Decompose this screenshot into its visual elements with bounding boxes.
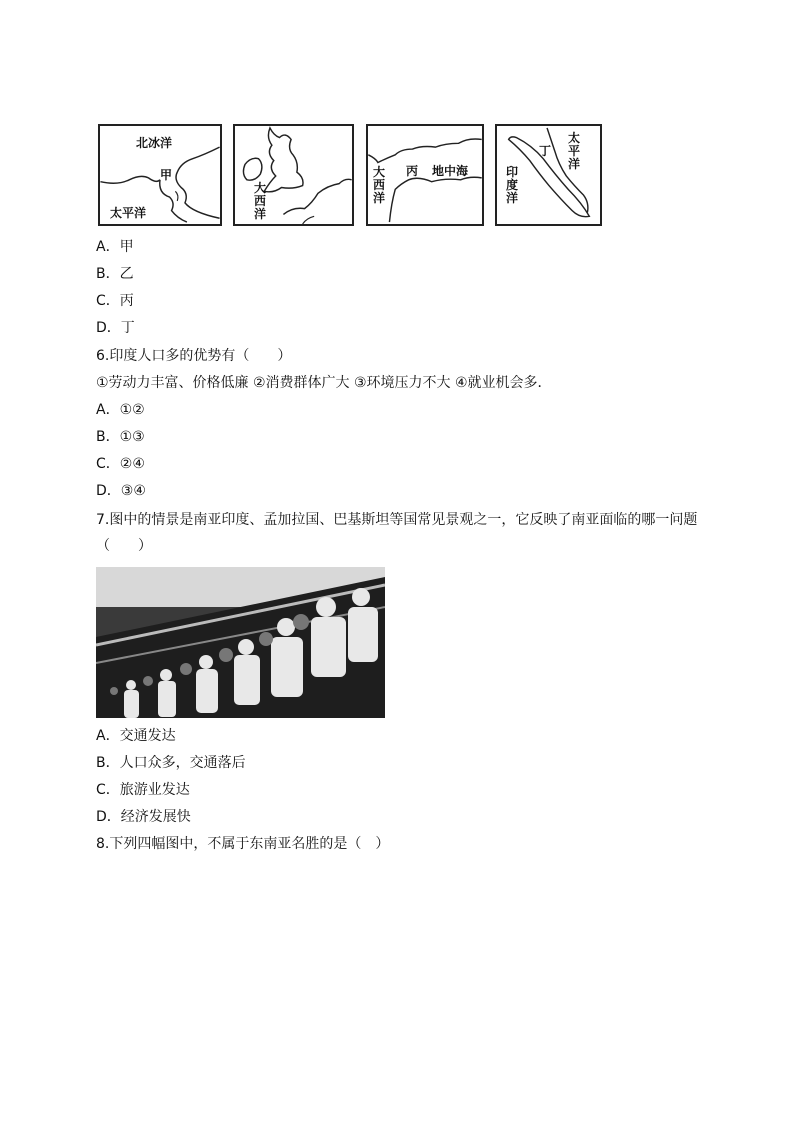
map-english-channel <box>233 124 354 226</box>
label-arctic-ocean: 北冰洋 <box>136 136 173 150</box>
map-bering-strait <box>98 124 222 226</box>
q5-option-c: C．丙 <box>96 293 134 309</box>
q7-option-b: B．人口众多，交通落后 <box>96 755 246 771</box>
q5-option-a: A．甲 <box>96 239 134 255</box>
label-mediterranean-sea: 地中海 <box>432 164 469 178</box>
q5-option-d: D．丁 <box>96 320 135 336</box>
label-bing: 丙 <box>406 164 419 178</box>
q7-stem-continued: （ ） <box>96 538 152 554</box>
q6-option-c: C．②④ <box>96 456 145 472</box>
crowded-train-image <box>96 567 385 718</box>
label-pacific-ocean-2: 太平洋 <box>567 131 580 171</box>
label-jia: 甲 <box>160 168 173 182</box>
q6-option-a: A．①② <box>96 402 145 418</box>
label-pacific-ocean: 太平洋 <box>110 206 147 220</box>
q7-stem: 7.图中的情景是南亚印度、孟加拉国、巴基斯坦等国常见景观之一，它反映了南亚面临的哪一问题 <box>96 512 698 528</box>
q7-option-d: D．经济发展快 <box>96 809 191 825</box>
label-ding: 丁 <box>539 144 552 158</box>
q7-option-a: A．交通发达 <box>96 728 176 744</box>
q6-option-b: B．①③ <box>96 429 145 445</box>
q8-stem: 8.下列四幅图中，不属于东南亚名胜的是（ ） <box>96 836 390 852</box>
map-gibraltar-strait <box>366 124 484 226</box>
q6-statement: ①劳动力丰富、价格低廉 ②消费群体广大 ③环境压力不大 ④就业机会多． <box>96 375 552 391</box>
crowded-train-photo <box>96 567 385 718</box>
q6-stem: 6.印度人口多的优势有（ ） <box>96 348 292 364</box>
q7-option-c: C．旅游业发达 <box>96 782 190 798</box>
label-indian-ocean: 印度洋 <box>505 165 518 205</box>
q6-option-d: D．③④ <box>96 483 146 499</box>
q5-option-b: B．乙 <box>96 266 134 282</box>
label-atlantic-ocean: 大西洋 <box>253 181 266 221</box>
label-atlantic-ocean-2: 大西洋 <box>372 165 385 205</box>
map-malacca-strait <box>495 124 602 226</box>
strait-maps-figure <box>98 124 602 228</box>
